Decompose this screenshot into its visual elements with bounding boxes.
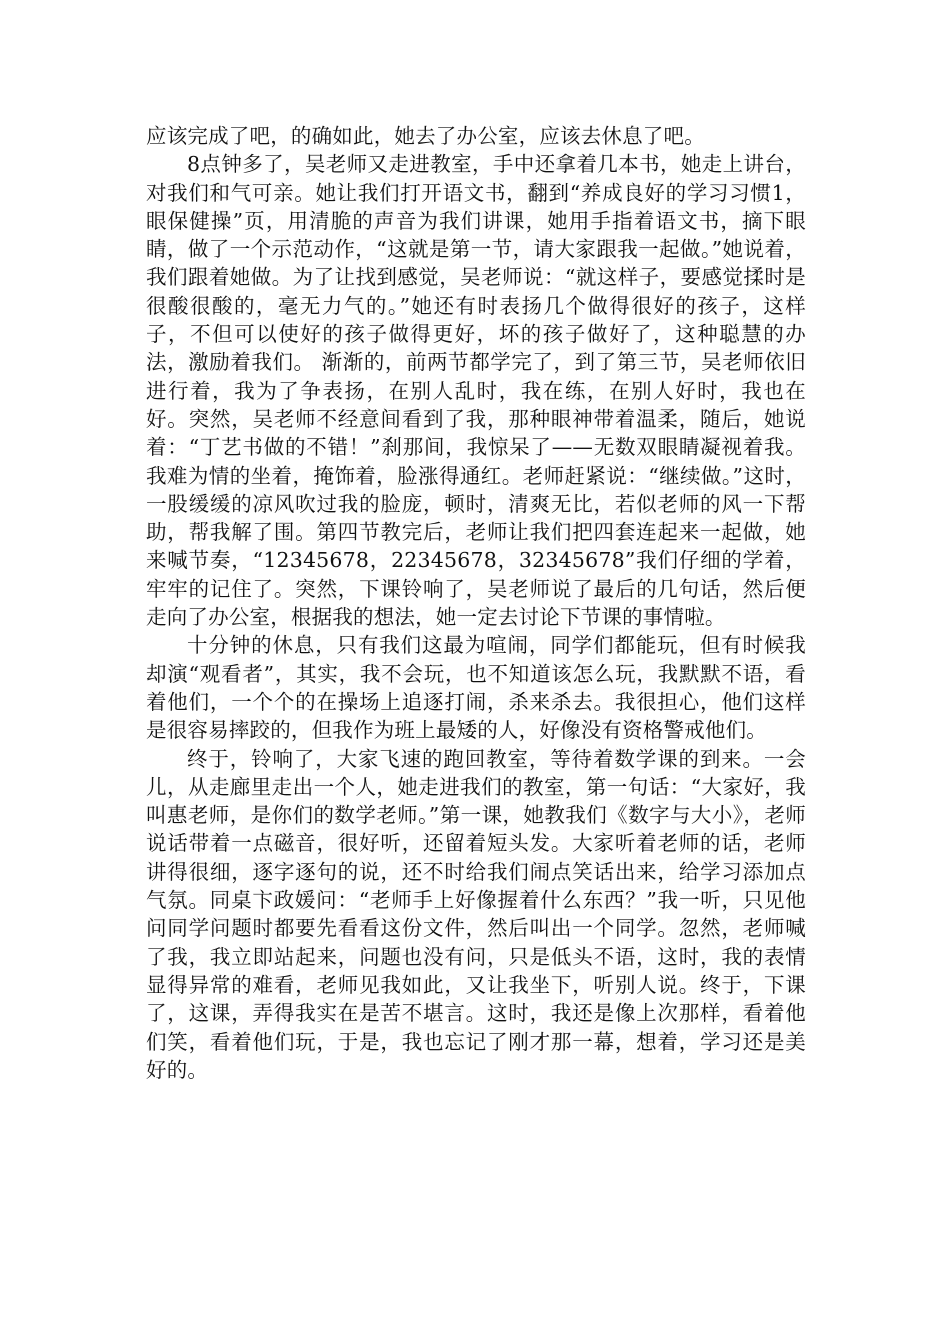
paragraph-continuation: 应该完成了吧，的确如此，她去了办公室，应该去休息了吧。	[146, 124, 705, 148]
paragraph-eye-exercise: 8点钟多了，吴老师又走进教室，手中还拿着几本书，她走上讲台，对我们和气可亲。她让我们打开语文书，翻到“养成良好的学习习惯1，眼保健操”页，用清脆的声音为我们讲课，她用手指着语文书，摘下眼睛，做了一个示范动作，“这就是第一节，请大家跟我一起做。”她说着，我们跟着她做。为了让找到感觉，吴老师说：“就这样子，要感觉揉时是很酸很酸的，毫无力气的。”她还有时表扬几个做得很好的孩子，这样子，不但可以使好的孩子做得更好，坏的孩子做好了，这种聪慧的办法，激励着我们。 渐渐的，前两节都学完了，到了第三节，吴老师依旧进行着，我为了争表扬，在别人乱时，我在练，在别人好时，我也在好。突然，吴老师不经意间看到了我，那种眼神带着温柔，随后，她说着：“丁艺书做的不错！”刹那间，我惊呆了——无数双眼睛凝视着我。我难为情的坐着，掩饰着，脸涨得通红。老师赶紧说：“继续做。”这时，一股缓缓的凉风吹过我的脸庞，顿时，清爽无比，若似老师的风一下帮助，帮我解了围。第四节教完后，老师让我们把四套连起来一起做，她来喊节奏，“12345678，22345678，32345678”我们仔细的学着，牢牢的记住了。突然，下课铃响了，吴老师说了最后的几句话，然后便走向了办公室，根据我的想法，她一定去讨论下节课的事情啦。	[146, 152, 806, 630]
paragraph-math-class: 终于，铃响了，大家飞速的跑回教室，等待着数学课的到来。一会儿，从走廊里走出一个人，她走进我们的教室，第一句话：“大家好，我叫惠老师，是你们的数学老师。”第一课，她教我们《数字与大小》，老师说话带着一点磁音，很好听，还留着短头发。大家听着老师的话，老师讲得很细，逐字逐句的说，还不时给我们闹点笑话出来，给学习添加点气氛。同桌卞政媛问：“老师手上好像握着什么东西？”我一听，只见他问同学问题时都要先看看这份文件，然后叫出一个同学。忽然，老师喊了我，我立即站起来，问题也没有问，只是低头不语，这时，我的表情显得异常的难看，老师见我如此，又让我坐下，听别人说。终于，下课了，这课，弄得我实在是苦不堪言。这时，我还是像上次那样，看着他们笑，看着他们玩，于是，我也忘记了刚才那一幕，想着，学习还是美好的。	[146, 746, 806, 1082]
paragraph-break-time: 十分钟的休息，只有我们这最为喧闹，同学们都能玩，但有时候我却演“观看者”，其实，我不会玩，也不知道该怎么玩，我默默不语，看着他们，一个个的在操场上追逐打闹，杀来杀去。我很担心，他们这样是很容易摔跤的，但我作为班上最矮的人，好像没有资格警戒他们。	[146, 633, 806, 743]
document-body	[146, 122, 806, 1084]
